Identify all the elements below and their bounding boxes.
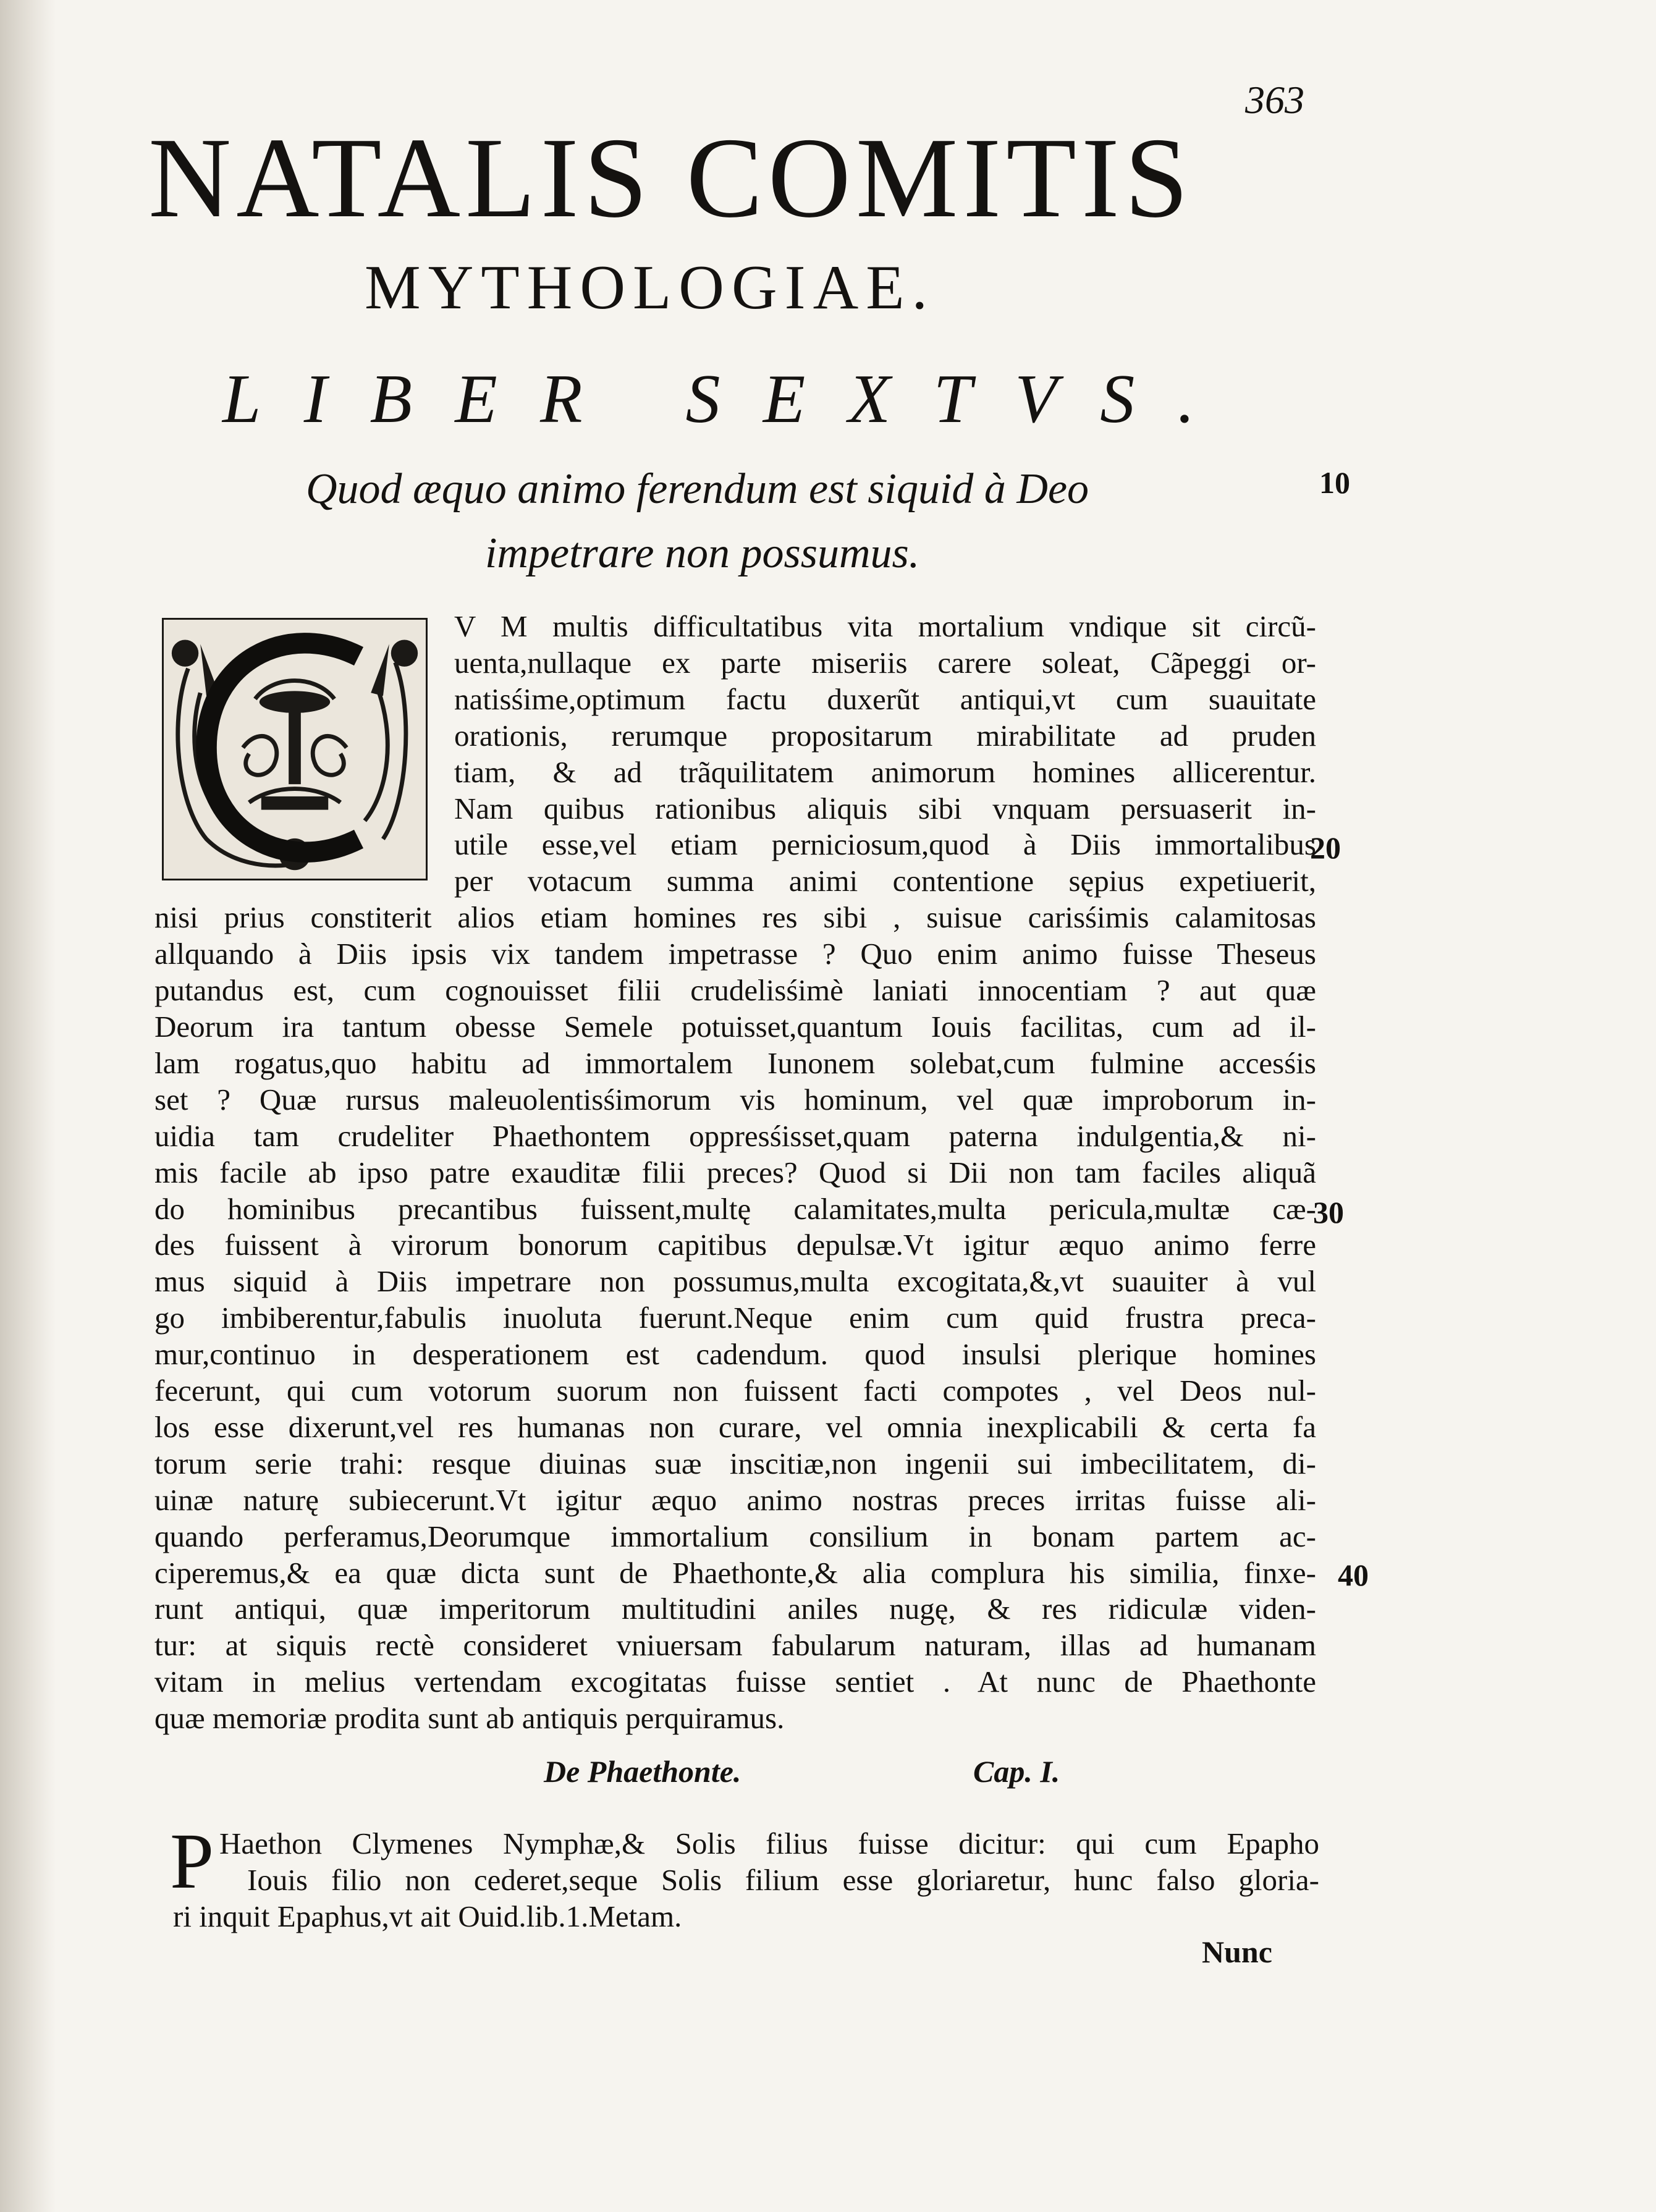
chapter-number: Cap. I. — [973, 1754, 1060, 1789]
subtitle-line: impetrare non possumus. — [485, 530, 920, 577]
line-number-marker: 10 — [1319, 465, 1350, 500]
text-line: set ? Quæ rursus maleuolentisśimorum vis hominum, vel quæ improborum in- — [154, 1082, 1316, 1117]
scan-margin-shadow — [0, 0, 56, 2212]
title-work: MYTHOLOGIAE. — [365, 253, 936, 323]
text-line: allquando à Diis ipsis vix tandem impetrasse ? Quo enim animo fuisse Theseus — [154, 937, 1316, 971]
text-line: utile esse,vel etiam perniciosum,quod à Diis immortalibus — [454, 827, 1316, 862]
text-line: tiam, & ad trãquilitatem animorum homines allicerentur. — [454, 754, 1316, 789]
text-line: Deorum ira tantum obesse Semele potuisset,quantum Iouis facilitas, cum ad il- — [154, 1009, 1316, 1044]
text-line: mur,continuo in desperationem est cadendum. quod insulsi plerique homines — [154, 1337, 1316, 1372]
text-line: mis facile ab ipso patre exauditæ filii preces? Quod si Dii non tam faciles aliquã — [154, 1155, 1316, 1189]
text-line: los esse dixerunt,vel res humanas non curare, vel omnia inexplicabili & certa fa — [154, 1409, 1316, 1444]
text-line: nisi prius constiterit alios etiam homines res sibi , suisue carisśimis calamitosas — [154, 900, 1316, 935]
text-line: ri inquit Epaphus,vt ait Ouid.lib.1.Metam. — [173, 1899, 682, 1933]
chapter-initial: P — [170, 1817, 214, 1905]
main-text — [154, 609, 1316, 1737]
text-line: fecerunt, qui cum votorum suorum non fuissent facti compotes , vel Deos nul- — [154, 1374, 1316, 1408]
text-line: V M multis difficultatibus vita mortalium vndique sit circũ- — [454, 609, 1316, 643]
text-line: uidia tam crudeliter Phaethontem oppresśisset,quam paterna indulgentia,& ni- — [154, 1118, 1316, 1153]
text-line: mus siquid à Diis impetrare non possumus,multa excogitata,&,vt suauiter à vul — [154, 1264, 1316, 1299]
text-line: putandus est, cum cognouisset filii crudelisśimè laniati innocentiam ? aut quæ — [154, 973, 1316, 1008]
line-number-marker: 30 — [1313, 1195, 1344, 1230]
text-line: do hominibus precantibus fuissent,multę calamitates,multa pericula,multæ cæ- — [154, 1191, 1316, 1226]
subtitle-line: Quod æquo animo ferendum est siquid à Deo — [306, 465, 1089, 513]
text-line: torum serie trahi: resque diuinas suæ inscitiæ,non ingenii sui imbecilitatem, di- — [154, 1446, 1316, 1480]
text-line: runt antiqui, quæ imperitorum multitudini aniles nugę, & res ridiculæ viden- — [154, 1592, 1316, 1626]
text-line: tur: at siquis rectè consideret vniuersam fabularum naturam, illas ad humanam — [154, 1628, 1316, 1663]
text-line: uinæ naturę subiecerunt.Vt igitur æquo animo nostras preces irritas fuisse ali- — [154, 1482, 1316, 1517]
chapter-text — [173, 1826, 1319, 1935]
text-line: des fuissent à virorum bonorum capitibus depulsæ.Vt igitur æquo animo ferre — [154, 1228, 1316, 1262]
line-number-marker: 20 — [1310, 830, 1341, 865]
text-line: natisśime,optimum factu duxerũt antiqui,vt cum suauitate — [454, 682, 1316, 716]
text-line: quæ memoriæ prodita sunt ab antiquis perquiramus. — [154, 1701, 785, 1736]
title-book: LIBER SEXTVS. — [222, 361, 1238, 437]
text-line: uenta,nullaque ex parte miseriis carere soleat, Cãpeggi or- — [454, 645, 1316, 680]
text-line: vitam in melius vertendam excogitatas fuisse sentiet . At nunc de Phaethonte — [154, 1665, 1316, 1699]
text-line: go imbiberentur,fabulis inuoluta fuerunt.Neque enim cum quid frustra preca- — [154, 1301, 1316, 1335]
section-subtitle — [306, 457, 1233, 586]
title-author: NATALIS COMITIS — [148, 114, 1194, 242]
catchword: Nunc — [1202, 1935, 1272, 1969]
text-line: lam rogatus,quo habitu ad immortalem Iunonem solebat,cum fulmine accesśis — [154, 1045, 1316, 1080]
line-number-marker: 40 — [1338, 1558, 1369, 1592]
text-line: per votacum summa animi contentione sępius expetiuerit, — [454, 864, 1316, 898]
text-line: ciperemus,& ea quæ dicta sunt de Phaethonte,& alia complura his similia, finxe- — [154, 1555, 1316, 1590]
text-line: Haethon Clymenes Nymphæ,& Solis filius fuisse dicitur: qui cum Epapho — [219, 1826, 1319, 1860]
page-number: 363 — [1245, 78, 1304, 122]
text-line: quando perferamus,Deorumque immortalium consilium in bonam partem ac- — [154, 1519, 1316, 1553]
text-line: orationis, rerumque propositarum mirabilitate ad pruden — [454, 718, 1316, 753]
chapter-title: De Phaethonte. — [544, 1754, 741, 1789]
text-line: Iouis filio non cederet,seque Solis filium esse gloriaretur, hunc falso gloria- — [247, 1862, 1319, 1897]
text-line: Nam quibus rationibus aliquis sibi vnquam persuaserit in- — [454, 791, 1316, 825]
